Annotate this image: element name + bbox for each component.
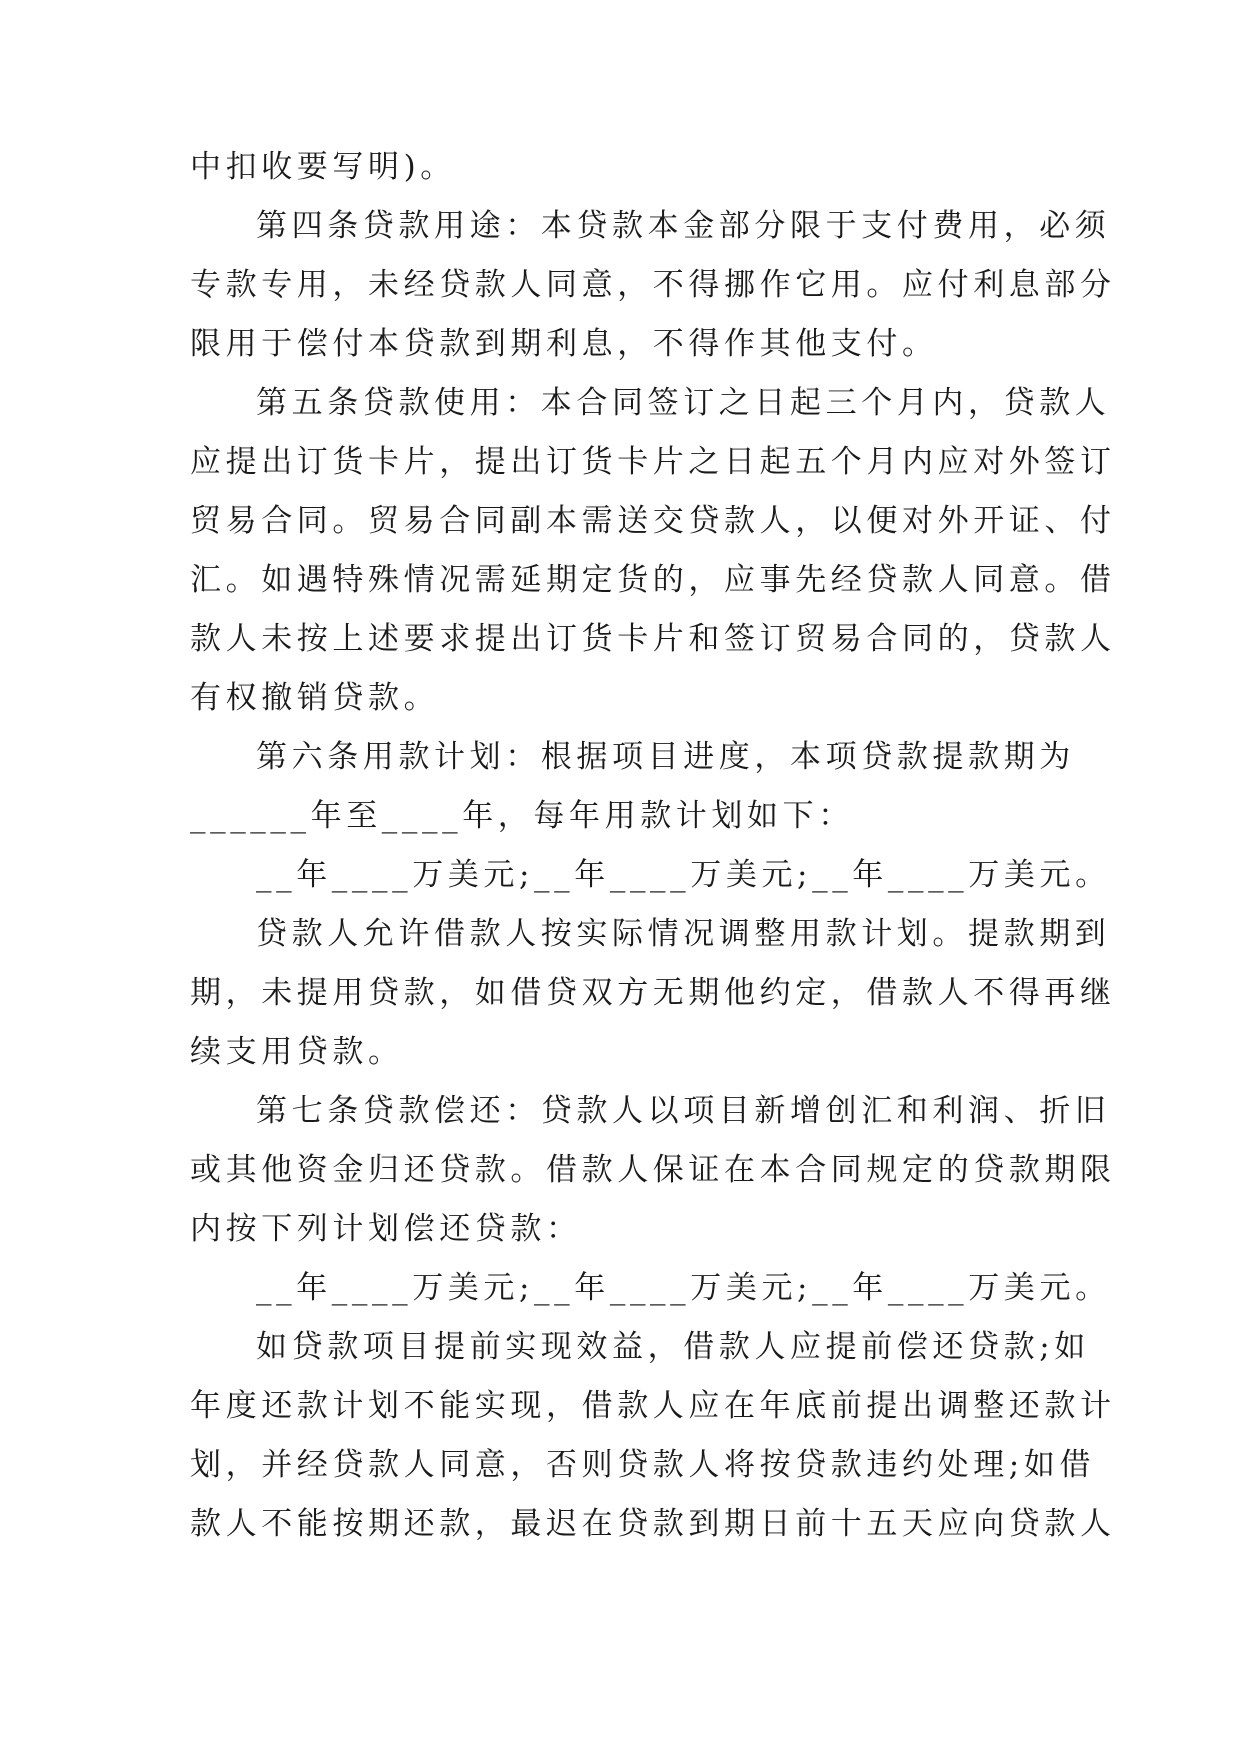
text-line: 款人未按上述要求提出订货卡片和签订贸易合同的，贷款人: [190, 621, 1116, 657]
text-line: 期，未提用贷款，如借贷双方无期他约定，借款人不得再继: [190, 975, 1116, 1011]
text-line: 贸易合同。贸易合同副本需送交贷款人，以便对外开证、付: [190, 503, 1116, 539]
paragraph-schedule-adjustment: [190, 905, 1116, 1082]
text-line: 如贷款项目提前实现效益，借款人应提前偿还贷款;如: [256, 1329, 1090, 1365]
text-line: 续支用贷款。: [190, 1034, 404, 1070]
text-line: ______年至____年，每年用款计划如下：: [190, 798, 854, 834]
text-line: 划，并经贷款人同意，否则贷款人将按贷款违约处理;如借: [190, 1447, 1096, 1483]
paragraph-early-repayment: [190, 1318, 1116, 1554]
paragraph-article-6: [190, 728, 1075, 846]
text-line: 第七条贷款偿还：贷款人以项目新增创汇和利润、折旧: [256, 1093, 1111, 1129]
text-line: 限用于偿付本贷款到期利息，不得作其他支付。: [190, 326, 938, 362]
paragraph-continuation: [190, 138, 1052, 197]
paragraph-article-7: [190, 1082, 1116, 1259]
text-line: 有权撤销贷款。: [190, 680, 440, 716]
text-line: __年____万美元;__年____万美元;__年____万美元。: [256, 857, 1111, 893]
text-line: 专款专用，未经贷款人同意，不得挪作它用。应付利息部分: [190, 267, 1116, 303]
text-line: 款人不能按期还款，最迟在贷款到期日前十五天应向贷款人: [190, 1506, 1116, 1542]
paragraph-article-5: [190, 374, 1116, 728]
text-line: 内按下列计划偿还贷款：: [190, 1211, 582, 1247]
text-line: 第四条贷款用途：本贷款本金部分限于支付费用，必须: [256, 208, 1111, 244]
paragraph-repayment-schedule: [190, 1259, 1111, 1318]
text-line: 中扣收要写明)。: [190, 149, 456, 185]
text-line: 第六条用款计划：根据项目进度，本项贷款提款期为: [256, 739, 1075, 775]
document-page: [190, 138, 1116, 1554]
text-line: 汇。如遇特殊情况需延期定货的，应事先经贷款人同意。借: [190, 562, 1116, 598]
text-line: 年度还款计划不能实现，借款人应在年底前提出调整还款计: [190, 1388, 1116, 1424]
text-line: 贷款人允许借款人按实际情况调整用款计划。提款期到: [256, 916, 1111, 952]
text-line: 应提出订货卡片，提出订货卡片之日起五个月内应对外签订: [190, 444, 1116, 480]
paragraph-drawdown-schedule: [190, 846, 1111, 905]
text-line: __年____万美元;__年____万美元;__年____万美元。: [256, 1270, 1111, 1306]
paragraph-article-4: [190, 197, 1116, 374]
text-line: 或其他资金归还贷款。借款人保证在本合同规定的贷款期限: [190, 1152, 1116, 1188]
text-line: 第五条贷款使用：本合同签订之日起三个月内，贷款人: [256, 385, 1111, 421]
